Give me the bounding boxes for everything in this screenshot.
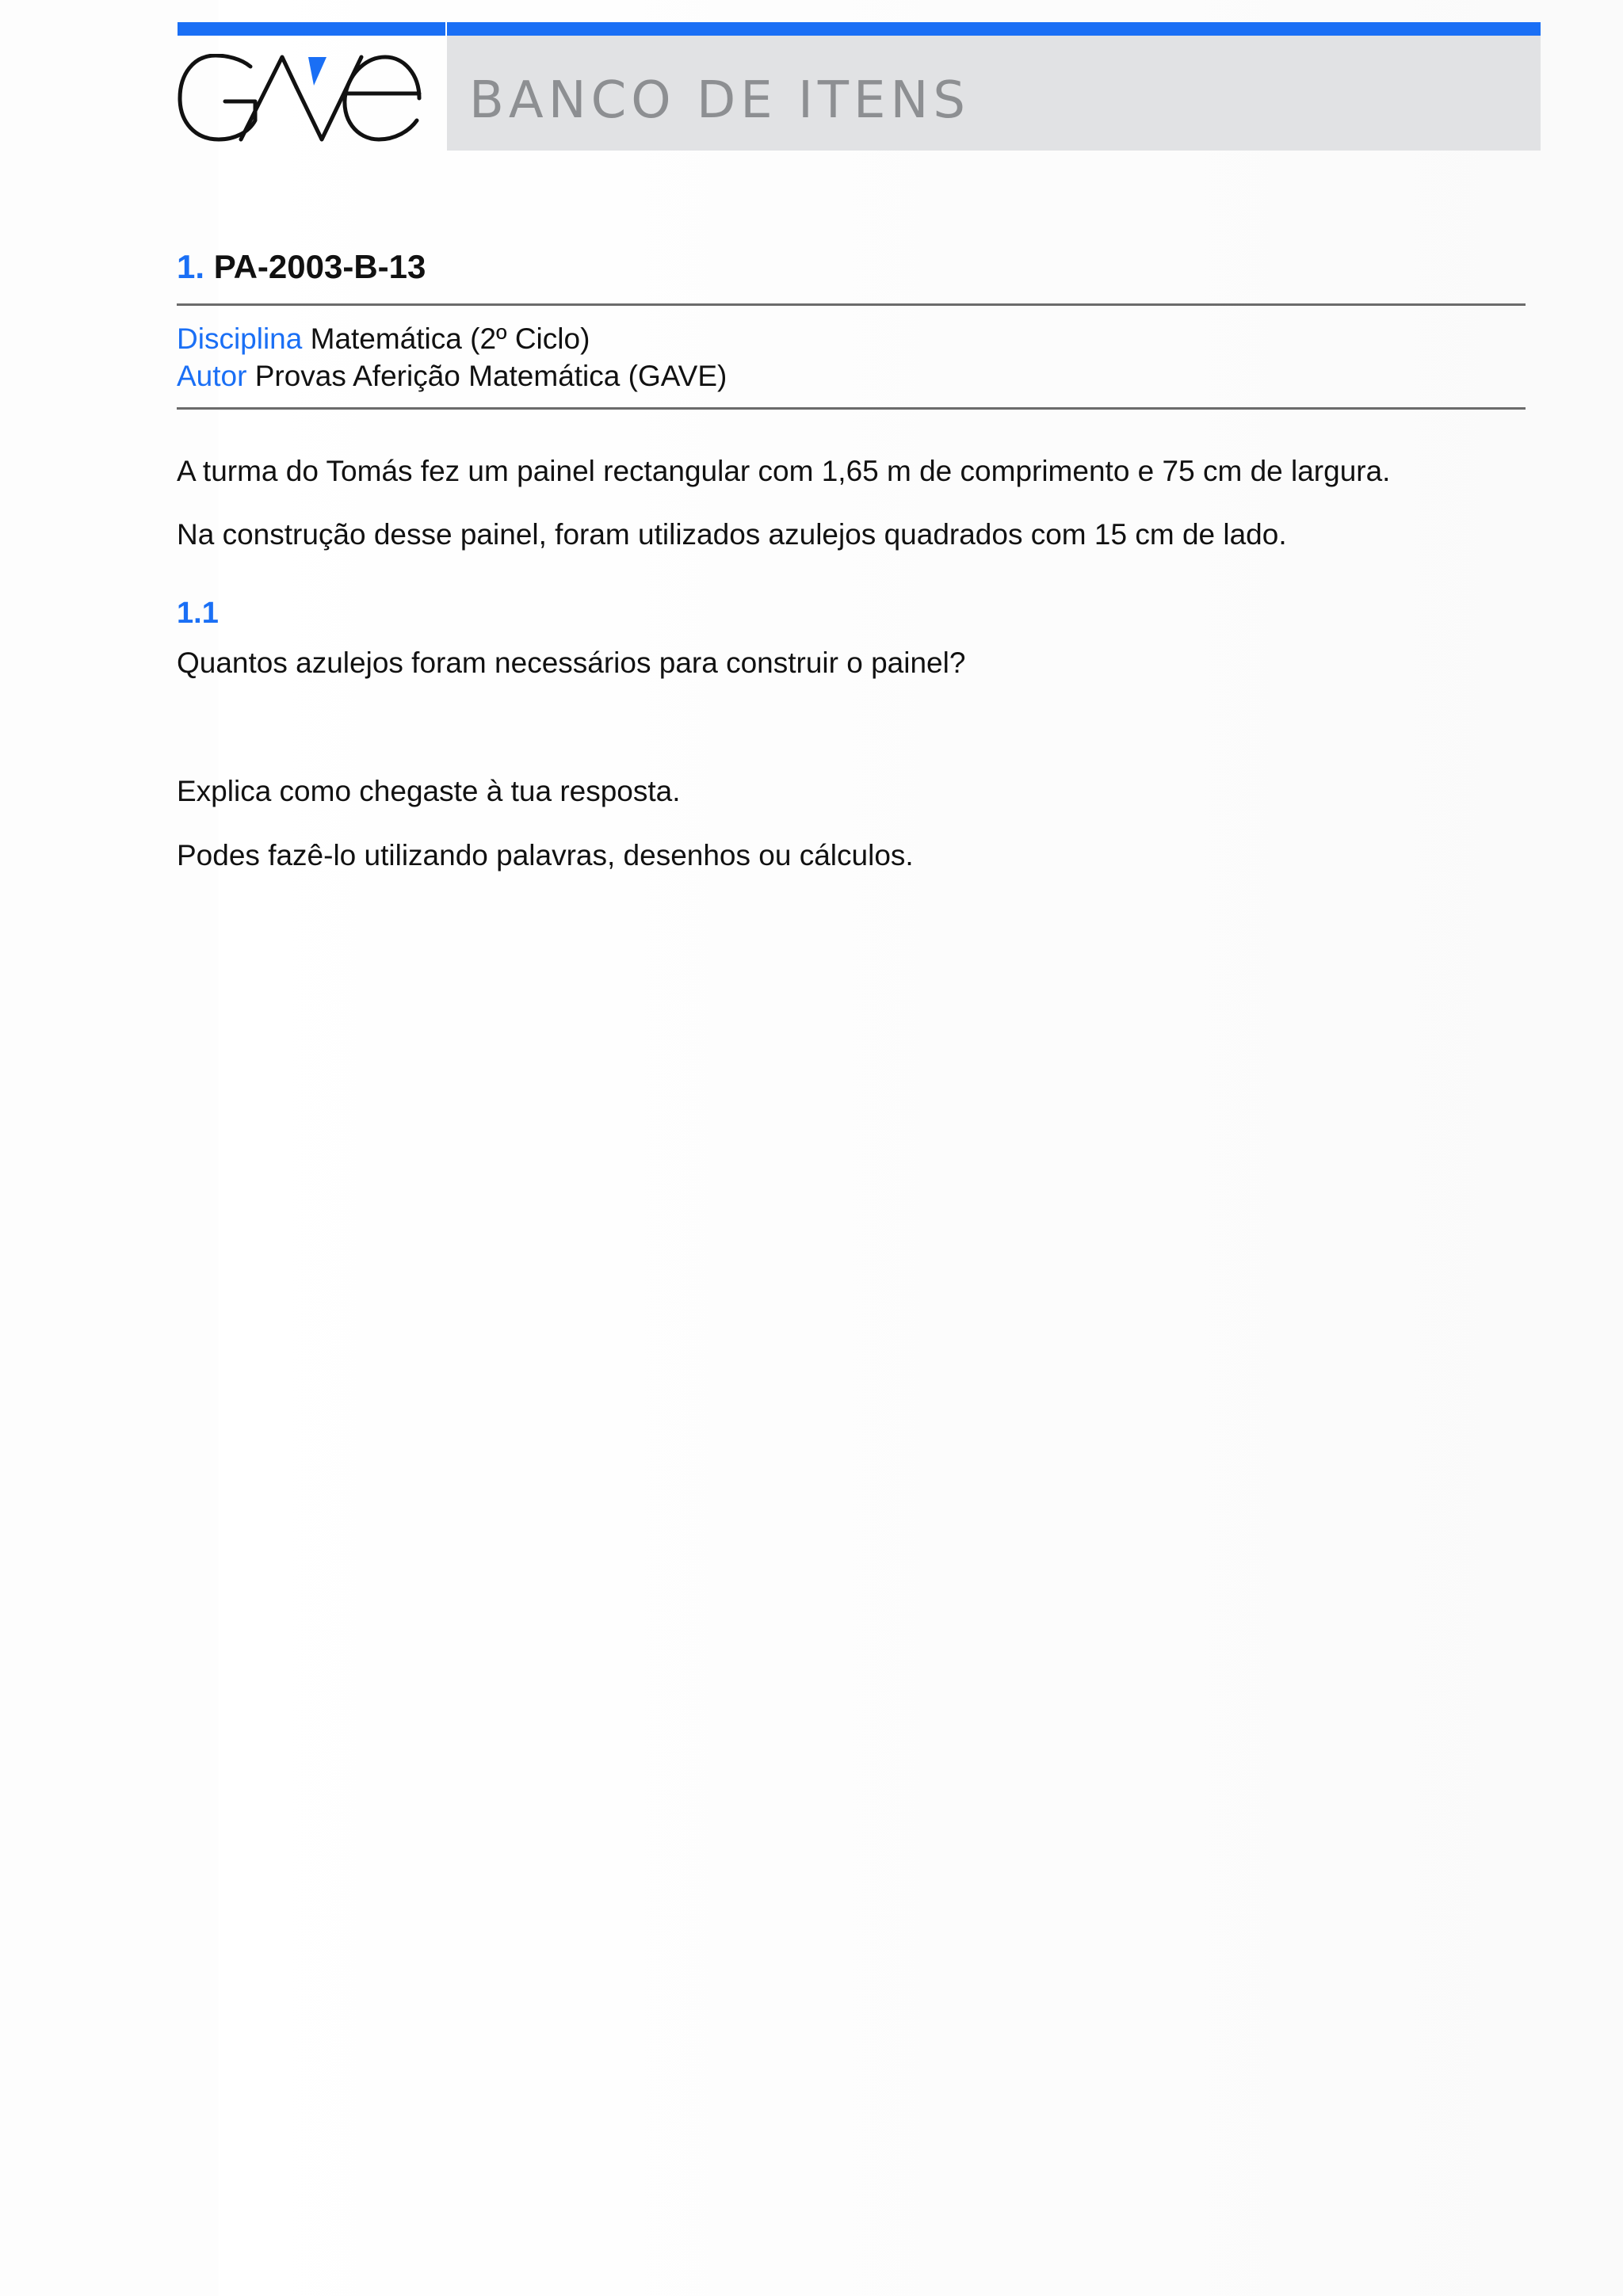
intro-paragraph-1: A turma do Tomás fez um painel rectangular com 1,65 m de comprimento e 75 cm de largura. (177, 455, 1391, 487)
instruction-2: Podes fazê-lo utilizando palavras, desenhos ou cálculos. (177, 839, 914, 871)
accent-bar-right (447, 22, 1541, 36)
author-value: Provas Aferição Matemática (GAVE) (254, 360, 727, 392)
discipline-label: Disciplina (177, 322, 303, 355)
item-code: PA-2003-B-13 (213, 248, 426, 285)
page-header (178, 22, 1541, 151)
divider-bottom (177, 407, 1526, 410)
banner-title: BANCO DE ITENS (469, 71, 970, 130)
item-number: 1. (177, 248, 205, 285)
banner-box (447, 36, 1541, 151)
meta-discipline (177, 322, 590, 357)
intro-paragraph-2: Na construção desse painel, foram utilizados azulejos quadrados com 15 cm de lado. (177, 518, 1287, 551)
question-text: Quantos azulejos foram necessários para construir o painel? (177, 646, 966, 679)
author-label: Autor (177, 360, 247, 392)
discipline-value: Matemática (2º Ciclo) (310, 322, 590, 355)
meta-author (177, 359, 727, 394)
instruction-1: Explica como chegaste à tua resposta. (177, 775, 681, 807)
question-number: 1.1 (177, 597, 219, 630)
divider-top (177, 303, 1526, 306)
gave-logo (178, 54, 423, 143)
accent-bar-left (178, 22, 445, 36)
item-title (177, 247, 426, 287)
